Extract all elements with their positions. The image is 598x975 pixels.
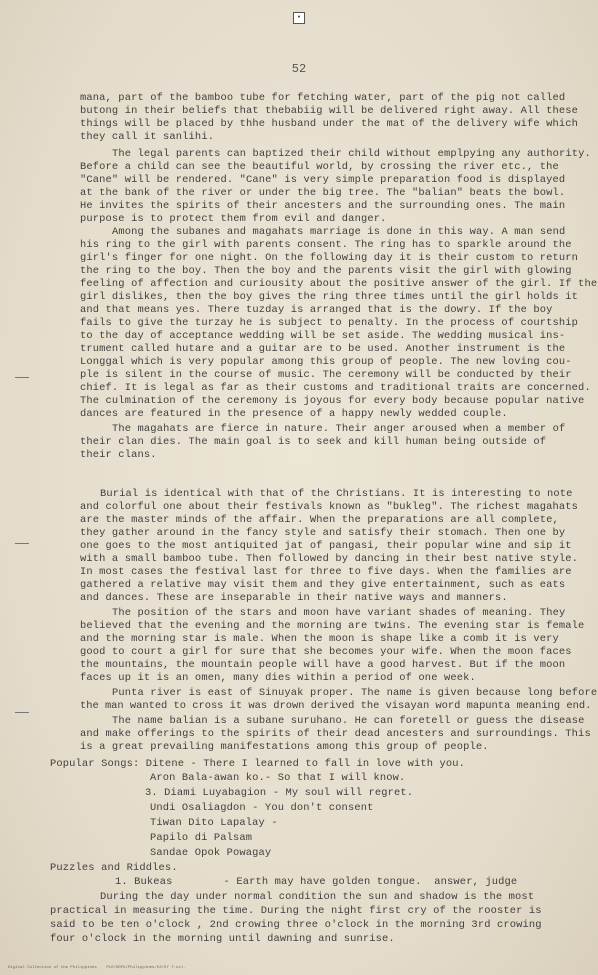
- text-line: the man wanted to cross it was drown derived the visayan word mapunta meaning end.: [80, 700, 592, 712]
- songs-heading: Popular Songs: Ditene - There I learned to fall in love with you.: [50, 758, 466, 770]
- text-line: they call it sanlihi.: [80, 131, 215, 143]
- text-line: and dances. These are inseparable in their native ways and manners.: [80, 592, 508, 604]
- text-line: his ring to the girl with parents consent. The ring has to sparkle around the: [80, 239, 572, 251]
- text-line: and that means yes. There tuzday is arranged that is the dowry. If the boy: [80, 304, 553, 316]
- text-line: In most cases the festival last for three to five days. When the families are: [80, 566, 572, 578]
- text-line: butong in their beliefs that thebabiig will be delivered right away. All these: [80, 105, 579, 117]
- riddle-item: 1. Bukeas - Earth may have golden tongue. answer, judge: [115, 876, 518, 888]
- text-line: and colorful one about their festivals known as "bukleg". The richest magahats: [80, 501, 579, 513]
- riddles-heading: Puzzles and Riddles.: [50, 862, 178, 874]
- text-line: four o'clock in the morning until dawning and sunrise.: [50, 933, 395, 945]
- text-line: fails to give the turzay he is subject to penalty. In the process of courtship: [80, 317, 579, 329]
- text-line: "Cane" will be rendered. "Cane" is very simple preparation food is displayed: [80, 174, 566, 186]
- text-line: their clans.: [80, 449, 157, 461]
- text-line: and the morning star is male. When the moon is shape like a comb it is very: [80, 633, 559, 645]
- text-line: and make offerings to the spirits of their dead ancesters and surroundings. This: [80, 728, 591, 740]
- text-line: is a great prevailing manifestations among this group of people.: [80, 741, 489, 753]
- text-line: trument called hutare and a guitar are to be used. Another instrument is the: [80, 343, 566, 355]
- text-line: they gather around in the fancy style and satisfy their stomach. Then one by: [80, 527, 566, 539]
- text-line: chief. It is legal as far as their customs and traditional traits are concerned.: [80, 382, 591, 394]
- song-item: Tiwan Dito Lapalay -: [150, 817, 278, 829]
- text-line: girl dislikes, then the boy gives the ring three times until the girl holds it: [80, 291, 579, 303]
- text-line: Before a child can see the beautiful world, by crossing the river etc., the: [80, 161, 559, 173]
- text-line: feeling of affection and curiousity about the positive answer of the girl. If the: [80, 278, 598, 290]
- margin-mark: [15, 377, 29, 378]
- song-item: Aron Bala-awan ko.- So that I will know.: [150, 772, 406, 784]
- text-line: believed that the evening and the morning are twins. The evening star is female: [80, 620, 585, 632]
- text-line: good to court a girl for sure that she becomes your wife. When the moon faces: [80, 646, 572, 658]
- text-line: their clan dies. The main goal is to seek and kill human being outside of: [80, 436, 547, 448]
- text-line: practical in measuring the time. During the night first cry of the rooster is: [50, 905, 542, 917]
- margin-mark: [15, 712, 29, 713]
- text-line: ple is silent in the course of music. The ceremony will be conducted by their: [80, 369, 572, 381]
- text-line: The culmination of the ceremony is joyous for every body because popular native: [80, 395, 585, 407]
- text-line: to the day of acceptance wedding will be set aside. The wedding musical ins-: [80, 330, 566, 342]
- text-line: Among the subanes and magahats marriage is done in this way. A man send: [112, 226, 566, 238]
- text-line: Longgal which is very popular among this group of people. The new loving cou-: [80, 356, 572, 368]
- text-line: are the master minds of the affair. When the preparations are all complete,: [80, 514, 559, 526]
- text-line: mana, part of the bamboo tube for fetching water, part of the pig not called: [80, 92, 566, 104]
- text-line: one goes to the most antiquited jat of pangasi, their popular wine and sip it: [80, 540, 572, 552]
- text-line: Burial is identical with that of the Christians. It is interesting to note: [100, 488, 573, 500]
- text-line: Punta river is east of Sinuyak proper. The name is given because long before: [112, 687, 598, 699]
- text-line: the mountains, the mountain people will have a good harvest. But if the moon: [80, 659, 566, 671]
- text-line: faces up it is an omen, many dies within a period of one week.: [80, 672, 476, 684]
- margin-mark: [15, 543, 29, 544]
- page-number: 52: [291, 62, 307, 76]
- text-line: He invites the spirits of their ancesters and the surrounding ones. The main: [80, 200, 566, 212]
- top-mark: •: [293, 12, 305, 24]
- text-line: purpose is to protect them from evil and danger.: [80, 213, 387, 225]
- text-line: at the bank of the river or under the big tree. The "balian" beats the bowl.: [80, 187, 566, 199]
- text-line: The legal parents can baptized their child without emplpying any authority.: [112, 148, 591, 160]
- text-line: gathered a relative may visit them and they give entertainment, such as eats: [80, 579, 566, 591]
- text-line: said to be ten o'clock , 2nd crowing three o'clock in the morning 3rd crowing: [50, 919, 542, 931]
- song-item: Papilo di Palsam: [150, 832, 253, 844]
- footer-note: Digital Collection of the Philippines PLR/HDFK/Philippines/52/57 f.col.: [8, 966, 186, 970]
- text-line: dances are featured in the presence of a happy newly wedded couple.: [80, 408, 508, 420]
- text-line: During the day under normal condition the sun and shadow is the most: [100, 891, 535, 903]
- song-item: 3. Diami Luyabagion - My soul will regret.: [145, 787, 414, 799]
- text-line: girl's finger for one night. On the following day it is their custom to return: [80, 252, 579, 264]
- text-line: The position of the stars and moon have variant shades of meaning. They: [112, 607, 566, 619]
- text-line: with a small bamboo tube. Then followed by dancing in their best native style.: [80, 553, 579, 565]
- text-line: things will be placed by thhe husband under the mat of the delivery wife which: [80, 118, 579, 130]
- text-line: The name balian is a subane suruhano. He can foretell or guess the disease: [112, 715, 585, 727]
- text-line: the ring to the boy. Then the boy and the parents visit the girl with glowing: [80, 265, 572, 277]
- song-item: Undi Osaliagdon - You don't consent: [150, 802, 374, 814]
- song-item: Sandae Opok Powagay: [150, 847, 272, 859]
- text-line: The magahats are fierce in nature. Their anger aroused when a member of: [112, 423, 566, 435]
